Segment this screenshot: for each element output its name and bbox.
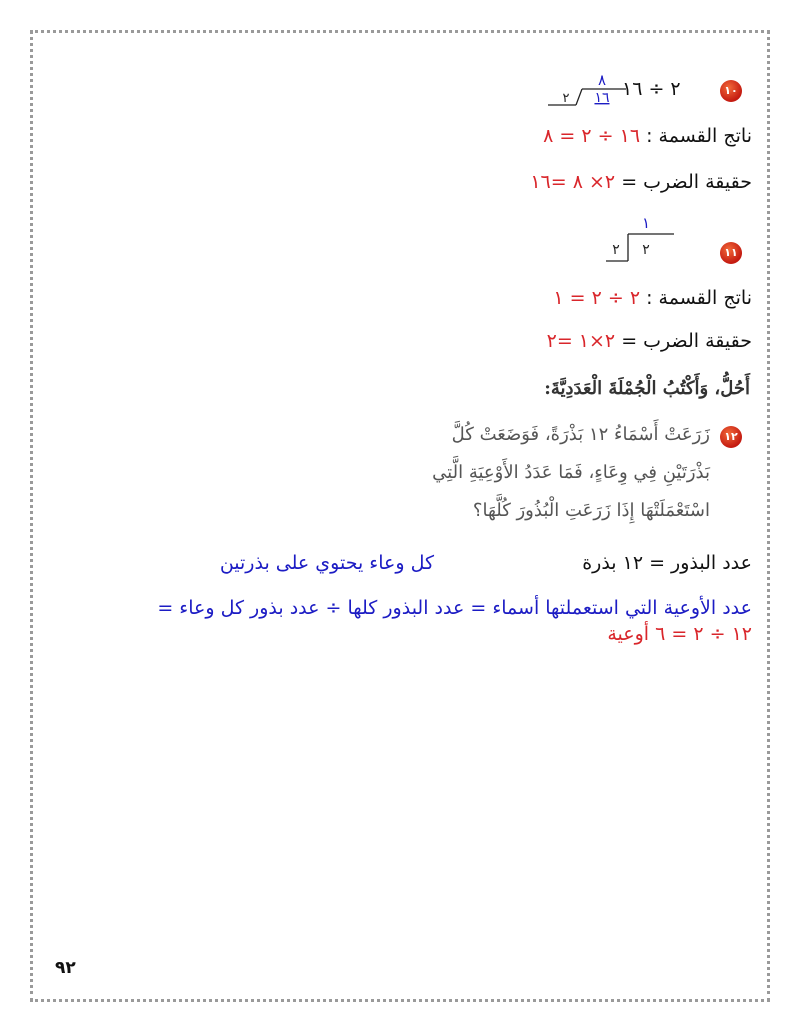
quotient-result: ٢ ÷ ٢ = ١ [553,287,641,309]
exercise-11-badge: ١١ [720,242,742,264]
exercise-11-result-line [553,287,752,309]
long-division-10 [540,72,630,112]
seeds-count-line [582,552,752,574]
long-division-11 [600,214,680,264]
exercise-10-fact-line [530,171,752,193]
exercise-10-badge: ١٠ [720,80,742,102]
problem-line-3: اسْتَعْمَلَتْهَا إِذَا زَرَعَتِ الْبُذُورَ كُلَّهَا؟ [472,500,710,521]
section-heading: أَحُلُّ، وَأَكْتُبُ الْجُمْلَةَ الْعَدَدِيَّةَ: [544,378,750,399]
quotient-label: ناتج القسمة : [646,125,752,147]
ld11-dividend: ٢ [642,242,650,258]
exercise-10-result-line [543,125,752,147]
exercise-12-badge: ١٢ [720,426,742,448]
ld10-dividend: ١٦ [594,90,610,106]
problem-line-1: زَرَعَتْ أَسْمَاءُ ١٢ بَذْرَةً، فَوَضَعَتْ كُلَّ [451,424,710,445]
ld11-divisor: ٢ [612,242,620,258]
fact-value: ٢×١ =٢ [546,330,616,352]
final-answer: ١٢ ÷ ٢ = ٦ أوعية [607,623,752,645]
exercise-10-expression: ٢ ÷ ١٦ [622,78,681,100]
quotient-result: ١٦ ÷ ٢ = ٨ [543,125,641,147]
seeds-count-text: عدد البذور = ١٢ بذرة [582,552,752,574]
ld10-divisor: ٢ [562,91,570,106]
problem-line-2: بَذْرَتَيْنِ فِي وِعَاءٍ، فَمَا عَدَدُ الأَوْعِيَةِ الَّتِي [432,462,710,483]
quotient-label: ناتج القسمة : [646,287,752,309]
page-number: ٩٢ [55,958,76,978]
fact-label: حقيقة الضرب = [621,171,752,193]
ld10-quotient: ٨ [597,72,607,89]
fact-label: حقيقة الضرب = [621,330,752,352]
exercise-11-fact-line [547,330,752,352]
formula-line: عدد الأوعية التي استعملتها أسماء = عدد البذور كلها ÷ عدد بذور كل وعاء = [157,597,752,619]
fact-value: ٢× ٨ =١٦ [530,171,616,193]
ld11-quotient: ١ [641,214,651,232]
per-container-text: كل وعاء يحتوي على بذرتين [219,552,434,574]
